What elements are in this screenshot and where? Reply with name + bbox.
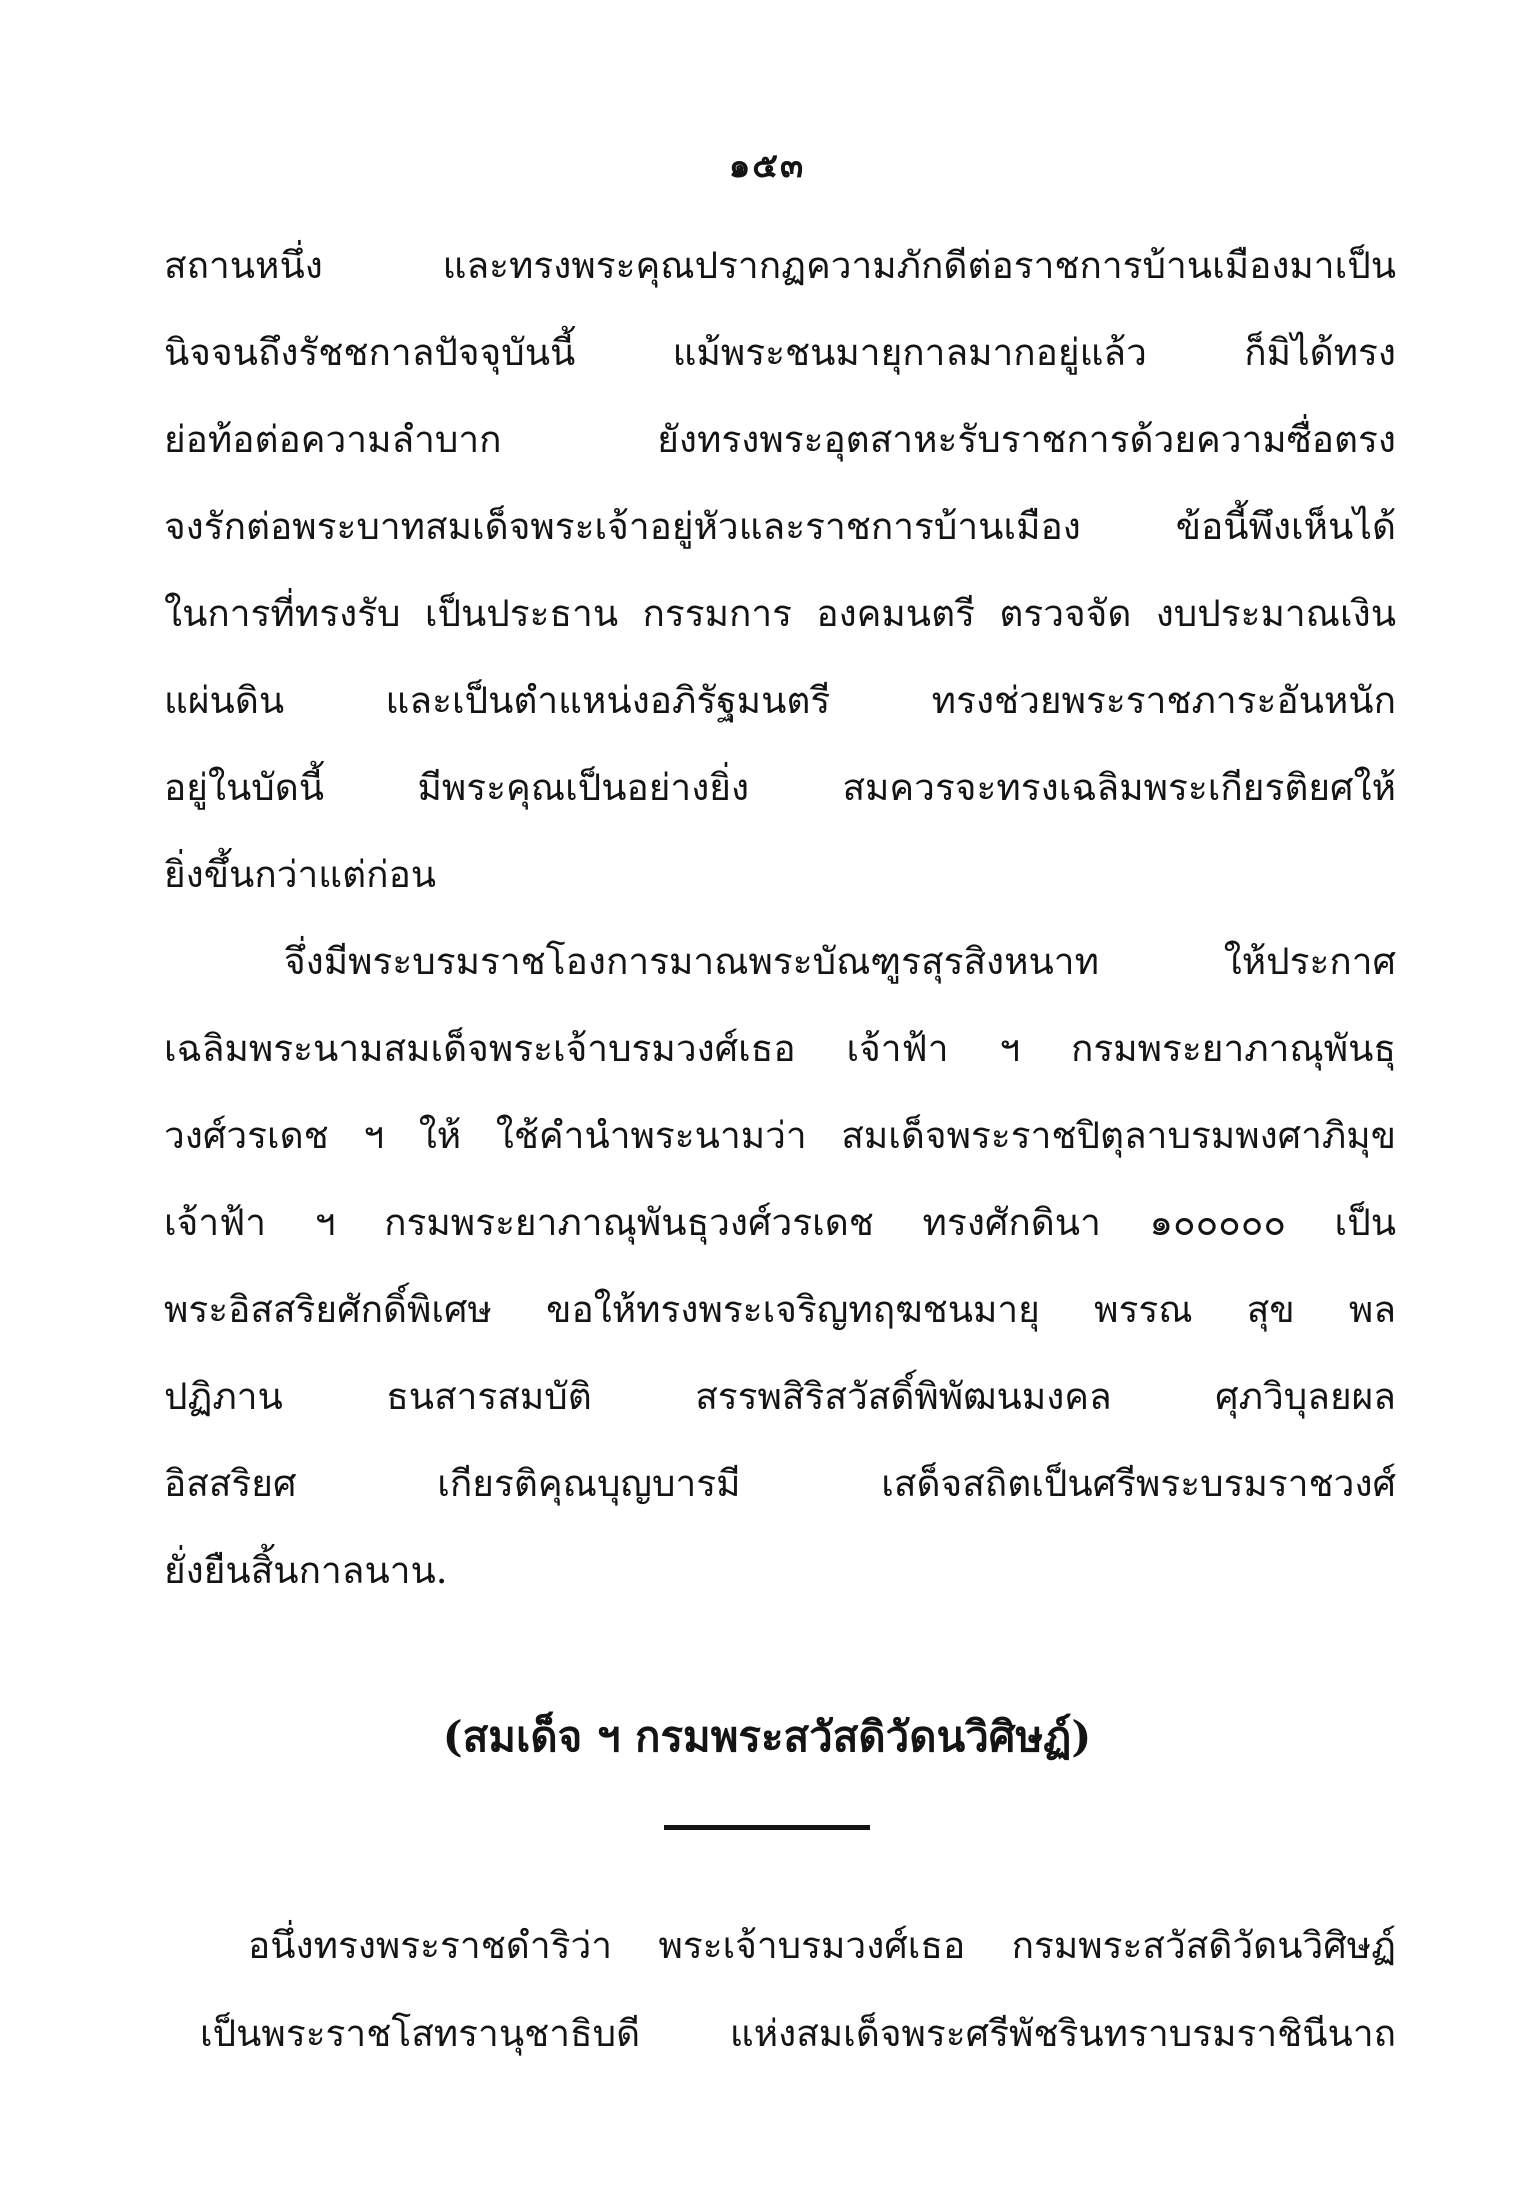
paragraph-1-line: ในการที่ทรงรับ เป็นประธาน กรรมการ องคมนตรี ตรวจจัด งบประมาณเงิน (164, 592, 1396, 635)
paragraph-1-line: แผ่นดิน และเป็นตำแหน่งอภิรัฐมนตรี ทรงช่วยพระราชภาระอันหนัก (164, 679, 1396, 722)
paragraph-1-line: นิจจนถึงรัชชกาลปัจจุบันนี้ แม้พระชนมายุกาลมากอยู่แล้ว ก็มิได้ทรง (164, 331, 1396, 374)
paragraph-2-line: เฉลิมพระนามสมเด็จพระเจ้าบรมวงศ์เธอ เจ้าฟ้า ฯ กรมพระยาภาณุพันธุ (164, 1027, 1396, 1070)
body-text-block-2 (164, 1902, 1396, 2078)
paragraph-3-line: เป็นพระราชโสทรานุชาธิบดี แห่งสมเด็จพระศรีพัชรินทราบรมราชินีนาถ (200, 2012, 1396, 2055)
paragraph-1-line: สถานหนึ่ง และทรงพระคุณปรากฏความภักดีต่อราชการบ้านเมืองมาเป็น (164, 244, 1396, 287)
paragraph-1-line: จงรักต่อพระบาทสมเด็จพระเจ้าอยู่หัวและราชการบ้านเมือง ข้อนี้พึงเห็นได้ (164, 505, 1396, 548)
page-number: ๑๕๓ (728, 146, 806, 186)
paragraph-2-line: เจ้าฟ้า ฯ กรมพระยาภาณุพันธุวงศ์วรเดช ทรงศักดินา ๑๐๐๐๐๐ เป็น (164, 1201, 1396, 1244)
paragraph-2-line: ปฏิภาน ธนสารสมบัติ สรรพสิริสวัสดิ์พิพัฒนมงคล ศุภวิบุลยผล (164, 1375, 1396, 1418)
paragraph-2-line: จึ่งมีพระบรมราชโองการมาณพระบัณฑูรสุรสิงหนาท ให้ประกาศ (284, 940, 1396, 983)
paragraph-2-line: อิสสริยศ เกียรติคุณบุญบารมี เสด็จสถิตเป็นศรีพระบรมราชวงศ์ (164, 1462, 1396, 1505)
paragraph-2-line: พระอิสสริยศักดิ์พิเศษ ขอให้ทรงพระเจริญทฤฆชนมายุ พรรณ สุข พล (164, 1288, 1396, 1331)
paragraph-1-line: ย่อท้อต่อความลำบาก ยังทรงพระอุตสาหะรับราชการด้วยความซื่อตรง (164, 418, 1396, 461)
paragraph-1-line: ยิ่งขึ้นกว่าแต่ก่อน (164, 853, 437, 896)
paragraph-3-line: อนึ่งทรงพระราชดำริว่า พระเจ้าบรมวงศ์เธอ กรมพระสวัสดิวัดนวิศิษฏ์ (248, 1924, 1396, 1967)
paragraph-1-line: อยู่ในบัดนี้ มีพระคุณเป็นอย่างยิ่ง สมควรจะทรงเฉลิมพระเกียรติยศให้ (164, 766, 1396, 809)
body-text-block-1 (164, 222, 1396, 1614)
section-heading: (สมเด็จ ฯ กรมพระสวัสดิวัดนวิศิษฏ์) (442, 1712, 1092, 1761)
paragraph-2-line: วงศ์วรเดช ฯ ให้ ใช้คำนำพระนามว่า สมเด็จพระราชปิตุลาบรมพงศาภิมุข (164, 1114, 1396, 1157)
paragraph-2-line: ยั่งยืนสิ้นกาลนาน. (164, 1549, 448, 1592)
heading-divider (664, 1825, 870, 1830)
